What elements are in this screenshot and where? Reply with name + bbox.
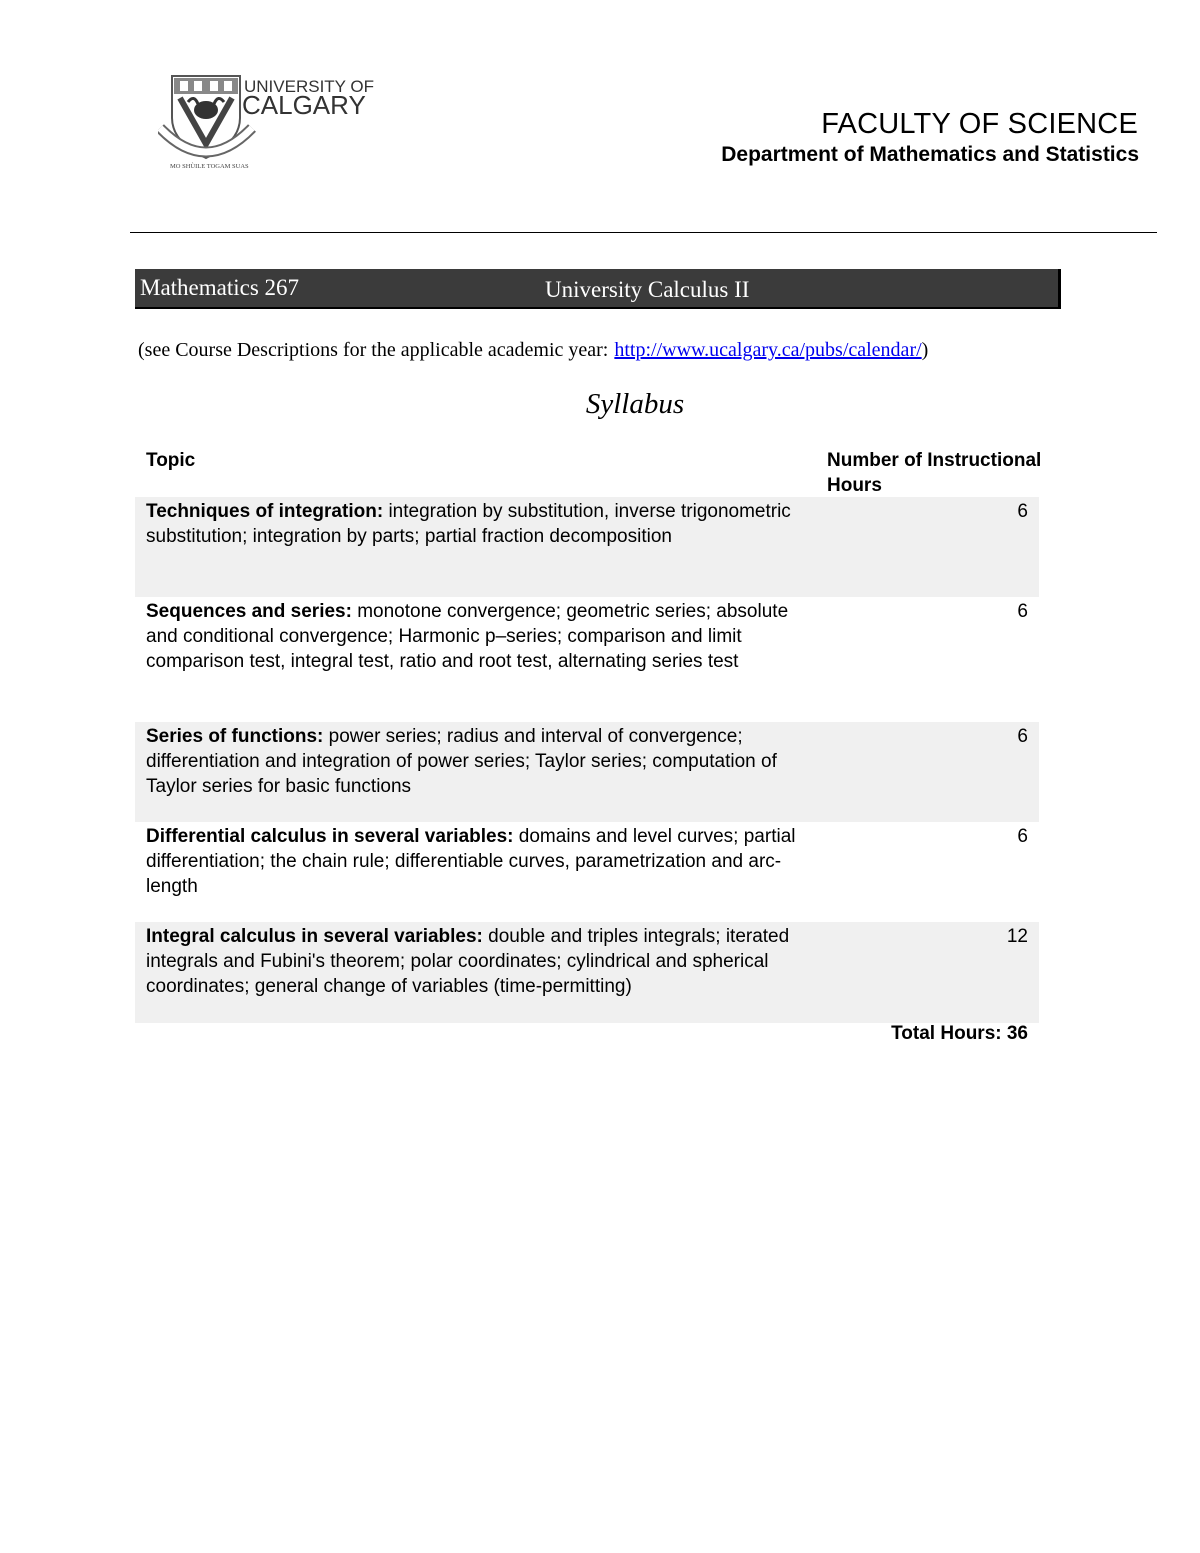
topic-body: integration by substitution, inverse trigonometric substitution; integration by parts; partial fraction decomposition [146, 501, 791, 547]
topic-body: double and triples integrals; iterated integrals and Fubini's theorem; polar coordinates; cylindrical and spherical coordinates; general change of variables (time-permitting) [146, 926, 790, 997]
column-header-hours: Number of Instructional Hours [827, 450, 1042, 496]
hours-cell: 6 [1017, 726, 1028, 747]
note-prefix: (see Course Descriptions for the applicable academic year: [138, 339, 609, 361]
department-title: Department of Mathematics and Statistics [721, 143, 1139, 166]
table-row [135, 722, 1039, 822]
faculty-title: FACULTY OF SCIENCE [821, 108, 1138, 140]
course-description-note [138, 339, 928, 362]
topic-heading: Differential calculus in several variables: [146, 826, 514, 847]
topic-body: monotone convergence; geometric series; absolute and conditional convergence; Harmonic p–series; comparison and limit comparison test, integral test, ratio and root test, alternating series test [146, 601, 789, 672]
topic-cell [146, 599, 806, 674]
topic-heading: Techniques of integration: [146, 501, 384, 522]
hours-cell: 12 [1006, 926, 1028, 947]
logo-line2: CALGARY [242, 90, 366, 120]
table-row [135, 922, 1039, 1023]
table-row [135, 822, 1039, 922]
header-divider [130, 232, 1157, 233]
course-number: Mathematics 267 [140, 275, 300, 300]
topic-heading: Integral calculus in several variables: [146, 926, 483, 947]
total-hours: Total Hours: 36 [891, 1023, 1028, 1044]
logo-line1: UNIVERSITY OF [244, 77, 375, 96]
motto-text: MO SHÙILE TOGAM SUAS [170, 163, 249, 170]
course-title: University Calculus II [545, 277, 750, 302]
university-logo [158, 72, 383, 172]
topic-heading: Sequences and series: [146, 601, 352, 622]
hours-cell: 6 [1017, 501, 1028, 522]
note-suffix: ) [921, 339, 929, 361]
syllabus-heading: Syllabus [585, 388, 685, 420]
table-row [135, 497, 1039, 597]
topic-heading: Series of functions: [146, 726, 324, 747]
table-row [135, 597, 1039, 722]
topic-cell [146, 499, 806, 549]
topic-body: domains and level curves; partial differentiation; the chain rule; differentiable curves, parametrization and arc-length [146, 826, 796, 897]
topic-cell [146, 924, 806, 999]
topic-cell [146, 824, 806, 899]
column-header-topic: Topic [146, 450, 196, 471]
calendar-link[interactable]: http://www.ucalgary.ca/pubs/calendar/ [614, 339, 922, 361]
hours-cell: 6 [1017, 601, 1028, 622]
crest-icon [158, 72, 383, 172]
hours-cell: 6 [1017, 826, 1028, 847]
topic-cell [146, 724, 806, 799]
course-banner [135, 269, 1061, 309]
topic-body: power series; radius and interval of convergence; differentiation and integration of power series; Taylor series; computation of Taylor series for basic functions [146, 726, 777, 797]
